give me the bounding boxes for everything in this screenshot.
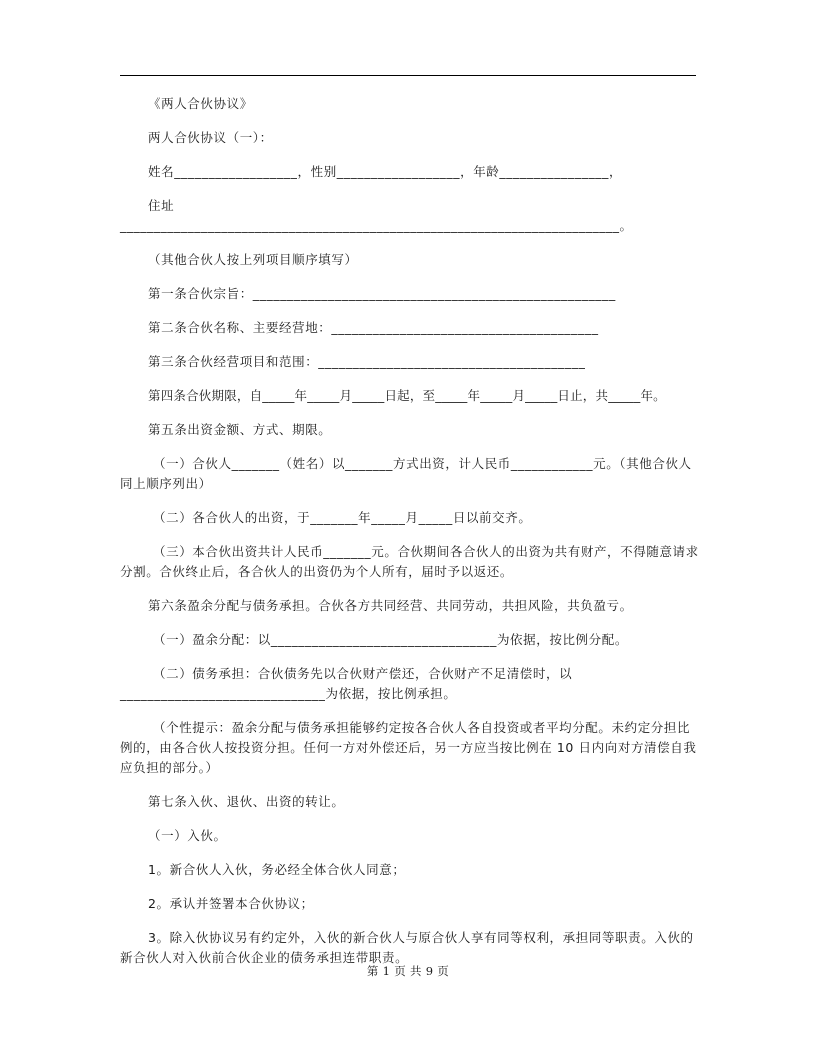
item-3: 3。除入伙协议另有约定外，入伙的新合伙人与原合伙人享有同等权利，承担同等职责。入伙的新合伙人对入伙前合伙企业的债务承担连带职责。 xyxy=(120,930,694,965)
article-4: 第四条合伙期限，自_____年_____月_____日起，至_____年_____月_____日止，共_____年。 xyxy=(148,388,666,403)
article-6-clause-1: （一）盈余分配：以_________________________________为依据，按比例分配。 xyxy=(153,632,628,647)
article-7: 第七条入伙、退伙、出资的转让。 xyxy=(148,794,345,809)
item-2: 2。承认并签署本合伙协议； xyxy=(148,896,314,911)
personal-tip: （个性提示：盈余分配与债务承担能够约定按各合伙人各自投资或者平均分配。未约定分担比例的，由各合伙人按投资分担。任何一方对外偿还后，另一方应当按比例在 10 日内向对方清偿自我应负担的部分。） xyxy=(120,720,697,775)
article-6-clause-2-line-1: （二）债务承担：合伙债务先以合伙财产偿还，合伙财产不足清偿时，以 xyxy=(153,666,573,681)
address-block xyxy=(120,196,700,236)
article-5: 第五条出资金额、方式、期限。 xyxy=(148,422,332,437)
line-name-gender-age: 姓名__________________，性别__________________，年龄________________， xyxy=(148,164,623,179)
address-label: 住址 xyxy=(148,198,175,213)
document-body xyxy=(120,94,700,982)
article-1: 第一条合伙宗旨：_____________________________________________________ xyxy=(148,286,616,301)
doc-subtitle: 两人合伙协议（一）： xyxy=(148,130,273,145)
address-blank: __________________________________________________________________________。 xyxy=(120,218,633,233)
article-3: 第三条合伙经营项目和范围：_______________________________________ xyxy=(148,354,586,369)
article-5-clause-1: （一）合伙人_______（姓名）以_______方式出资，计人民币____________元。（其他合伙人同上顺序列出） xyxy=(120,456,692,491)
doc-title: 《两人合伙协议》 xyxy=(148,96,253,111)
article-6-clause-2 xyxy=(120,664,700,704)
page-number: 第 1 页 共 9 页 xyxy=(366,964,450,978)
article-7-clause-1: （一）入伙。 xyxy=(148,828,227,843)
header-rule xyxy=(120,75,696,76)
article-6: 第六条盈余分配与债务承担。合伙各方共同经营、共同劳动，共担风险，共负盈亏。 xyxy=(148,598,633,613)
item-1: 1。新合伙人入伙，务必经全体合伙人同意； xyxy=(148,862,406,877)
note-others: （其他合伙人按上列项目顺序填写） xyxy=(148,252,358,267)
article-2: 第二条合伙名称、主要经营地：_______________________________________ xyxy=(148,320,599,335)
article-5-clause-2: （二）各合伙人的出资，于_______年_____月_____日以前交齐。 xyxy=(153,510,532,525)
article-5-clause-3: （三）本合伙出资共计人民币_______元。合伙期间各合伙人的出资为共有财产，不得随意请求分割。合伙终止后，各合伙人的出资仍为个人所有，届时予以返还。 xyxy=(120,544,699,579)
article-6-clause-2-line-2: ______________________________为依据，按比例承担。 xyxy=(120,686,457,701)
